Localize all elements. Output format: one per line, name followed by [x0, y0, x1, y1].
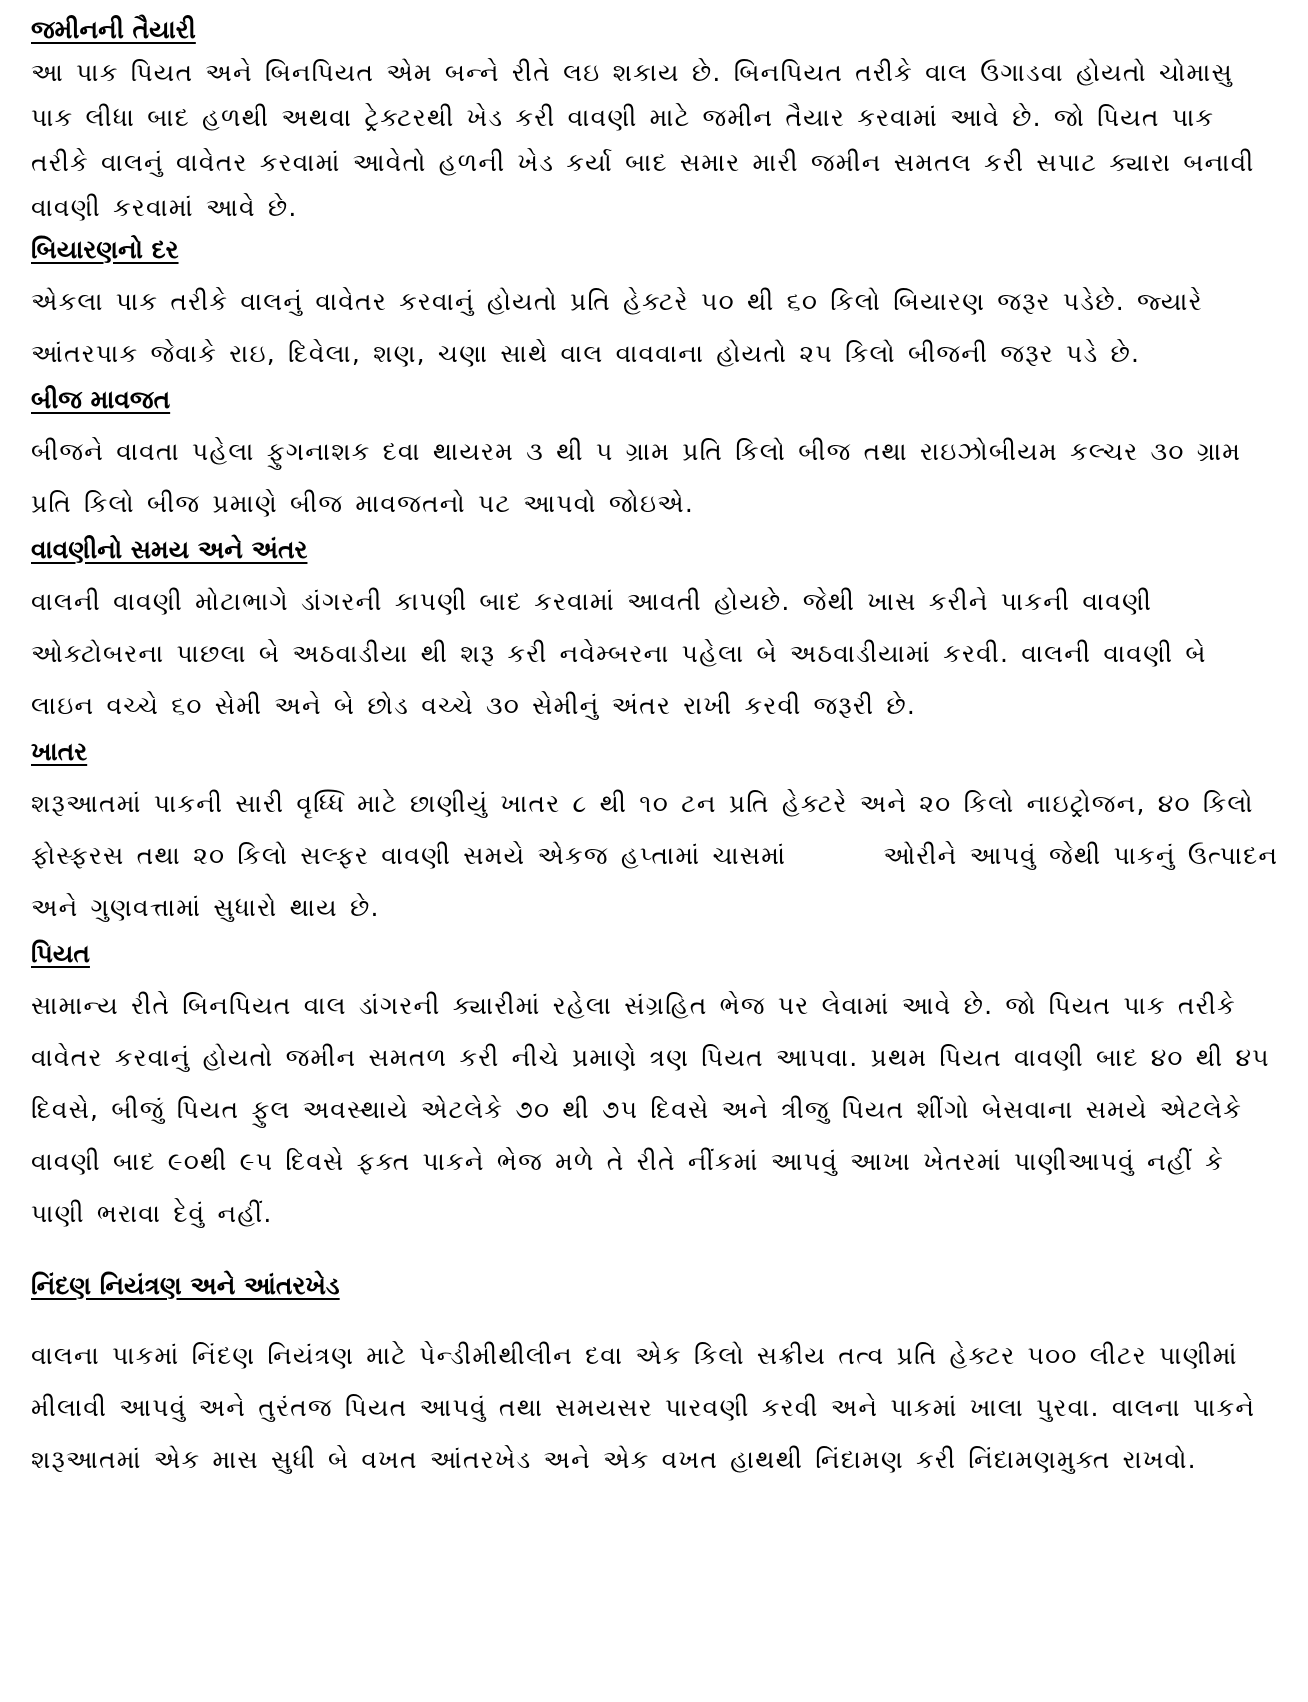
- section-heading-fertilizer: ખાતર: [31, 737, 88, 766]
- section-body-sowing-time-spacing: વાલની વાવણી મોટાભાગે ડાંગરની કાપણી બાદ કરવામાં આવતી હોયછે. જેથી ખાસ કરીને પાકની વાવણી ઓક્ટોબરના પાછલા બે અઠવાડીયા થી શરૂ કરી નવેમ્બરના પહેલા બે અઠવાડીયામાં કરવી. વાલની વાવણી બે લાઇન વચ્ચે ૬૦ સેમી અને બે છોડ વચ્ચે ૩૦ સેમીનું અંતર રાખી કરવી જરૂરી છે.: [31, 587, 1207, 720]
- section-heading-irrigation: પિયત: [31, 939, 90, 968]
- section-heading-land-preparation: જમીનની તૈયારી: [31, 15, 196, 44]
- section-heading-seed-treatment: બીજ માવજત: [31, 385, 171, 414]
- section-body-fertilizer: શરૂઆતમાં પાકની સારી વૃધ્ધિ માટે છાણીયું ખાતર ૮ થી ૧૦ ટન પ્રતિ હેક્ટરે અને ૨૦ કિલો નાઇટ્રોજન, ૪૦ કિલો ફોસ્ફરસ તથા ૨૦ કિલો સલ્ફર વાવણી સમયે એકજ હપ્તામાં ચાસમાં ઓરીને આપવું જેથી પાકનું ઉત્પાદન અને ગુણવત્તામાં સુધારો થાય છે.: [31, 789, 1291, 922]
- section-heading-sowing-time-spacing: વાવણીનો સમય અને અંતર: [31, 535, 308, 564]
- section-heading-seed-rate: બિયારણનો દર: [31, 235, 179, 264]
- section-body-irrigation: સામાન્ય રીતે બિનપિયત વાલ ડાંગરની ક્યારીમાં રહેલા સંગ્રહિત ભેજ પર લેવામાં આવે છે. જો પિયત પાક તરીકે વાવેતર કરવાનું હોયતો જમીન સમતળ કરી નીચે પ્રમાણે ત્રણ પિયત આપવા. પ્રથમ પિયત વાવણી બાદ ૪૦ થી ૪૫ દિવસે, બીજું પિયત ફુલ અવસ્થાયે એટલેકે ૭૦ થી ૭૫ દિવસે અને ત્રીજુ પિયત શીંગો બેસવાના સમયે એટલેકે વાવણી બાદ ૯૦થી ૯૫ દિવસે ફક્ત પાકને ભેજ મળે તે રીતે નીંકમાં આપવું આખા ખેતરમાં પાણીઆપવું નહીં કે પાણી ભરાવા દેવું નહીં.: [31, 991, 1270, 1228]
- section-body-seed-treatment: બીજને વાવતા પહેલા ફુગનાશક દવા થાયરમ ૩ થી ૫ ગ્રામ પ્રતિ કિલો બીજ તથા રાઇઝોબીયમ કલ્ચર ૩૦ ગ્રામ પ્રતિ કિલો બીજ પ્રમાણે બીજ માવજતનો પટ આપવો જોઇએ.: [31, 437, 1242, 518]
- section-body-land-preparation: આ પાક પિયત અને બિનપિયત એમ બન્ને રીતે લઇ શકાય છે. બિનપિયત તરીકે વાલ ઉગાડવા હોયતો ચોમાસુ પાક લીધા બાદ હળથી અથવા ટ્રેક્ટરથી ખેડ કરી વાવણી માટે જમીન તૈયાર કરવામાં આવે છે. જો પિયત પાક તરીકે વાલનું વાવેતર કરવામાં આવેતો હળની ખેડ કર્યા બાદ સમાર મારી જમીન સમતલ કરી સપાટ ક્યારા બનાવી વાવણી કરવામાં આવે છે.: [31, 58, 1255, 222]
- section-body-weed-control: વાલના પાકમાં નિંદણ નિયંત્રણ માટે પેન્ડીમીથીલીન દવા એક કિલો સક્રીય તત્વ પ્રતિ હેક્ટર ૫૦૦ લીટર પાણીમાં મીલાવી આપવું અને તુરંતજ પિયત આપવું તથા સમયસર પારવણી કરવી અને પાકમાં ખાલા પુરવા. વાલના પાકને શરૂઆતમાં એક માસ સુધી બે વખત આંતરખેડ અને એક વખત હાથથી નિંદામણ કરી નિંદામણમુક્ત રાખવો.: [31, 1341, 1256, 1474]
- section-heading-weed-control: નિંદણ નિયંત્રણ અને આંતરખેડ: [31, 1271, 340, 1300]
- section-body-seed-rate: એકલા પાક તરીકે વાલનું વાવેતર કરવાનું હોયતો પ્રતિ હેક્ટરે ૫૦ થી ૬૦ કિલો બિયારણ જરૂર પડેછે. જ્યારે આંતરપાક જેવાકે રાઇ, દિવેલા, શણ, ચણા સાથે વાલ વાવવાના હોયતો ૨૫ કિલો બીજની જરૂર પડે છે.: [31, 287, 1203, 368]
